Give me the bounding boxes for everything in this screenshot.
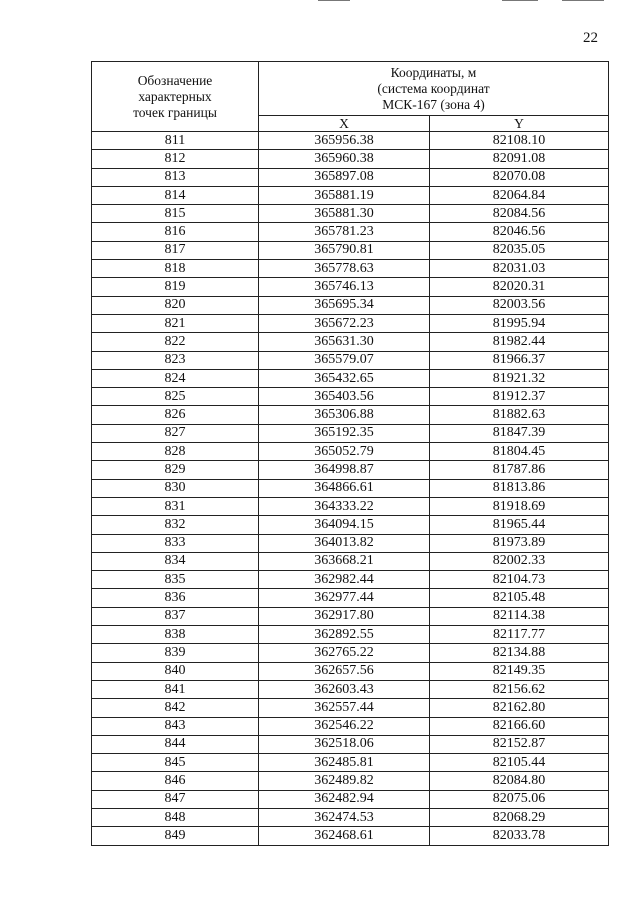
point-id-cell: 847 <box>92 790 259 808</box>
x-coordinate-cell: 365956.38 <box>259 132 430 150</box>
y-coordinate-cell: 82104.73 <box>430 571 609 589</box>
y-coordinate-cell: 81973.89 <box>430 534 609 552</box>
table-row <box>92 772 609 790</box>
table-row <box>92 168 609 186</box>
table-row <box>92 278 609 296</box>
point-id-cell: 814 <box>92 186 259 204</box>
y-coordinate-cell: 82105.44 <box>430 754 609 772</box>
table-row <box>92 699 609 717</box>
point-id-cell: 846 <box>92 772 259 790</box>
y-coordinate-cell: 82068.29 <box>430 808 609 826</box>
point-id-cell: 830 <box>92 479 259 497</box>
x-coordinate-cell: 365746.13 <box>259 278 430 296</box>
table-row <box>92 552 609 570</box>
point-id-cell: 820 <box>92 296 259 314</box>
y-coordinate-cell: 82105.48 <box>430 589 609 607</box>
y-coordinate-cell: 82149.35 <box>430 662 609 680</box>
point-id-cell: 834 <box>92 552 259 570</box>
x-coordinate-cell: 365306.88 <box>259 406 430 424</box>
table-row <box>92 223 609 241</box>
y-coordinate-cell: 82002.33 <box>430 552 609 570</box>
y-coordinate-cell: 81918.69 <box>430 497 609 515</box>
point-id-cell: 840 <box>92 662 259 680</box>
x-coordinate-cell: 365052.79 <box>259 443 430 461</box>
table-row <box>92 260 609 278</box>
y-coordinate-cell: 81847.39 <box>430 424 609 442</box>
table-row <box>92 534 609 552</box>
y-coordinate-cell: 82003.56 <box>430 296 609 314</box>
y-coordinate-cell: 81966.37 <box>430 351 609 369</box>
point-id-cell: 818 <box>92 260 259 278</box>
table-row <box>92 205 609 223</box>
table-row <box>92 626 609 644</box>
table-row <box>92 644 609 662</box>
x-coordinate-cell: 362485.81 <box>259 754 430 772</box>
table-row <box>92 790 609 808</box>
point-id-cell: 829 <box>92 461 259 479</box>
x-coordinate-cell: 365897.08 <box>259 168 430 186</box>
x-coordinate-cell: 362518.06 <box>259 735 430 753</box>
y-coordinate-cell: 82064.84 <box>430 186 609 204</box>
table-row <box>92 571 609 589</box>
point-id-cell: 817 <box>92 241 259 259</box>
x-coordinate-cell: 365672.23 <box>259 314 430 332</box>
point-id-cell: 836 <box>92 589 259 607</box>
y-coordinate-cell: 82166.60 <box>430 717 609 735</box>
y-coordinate-cell: 81787.86 <box>430 461 609 479</box>
table-row <box>92 516 609 534</box>
table-row <box>92 808 609 826</box>
point-id-cell: 827 <box>92 424 259 442</box>
point-id-cell: 813 <box>92 168 259 186</box>
point-id-cell: 821 <box>92 314 259 332</box>
header-x: X <box>259 116 430 132</box>
table-row <box>92 241 609 259</box>
header-y: Y <box>430 116 609 132</box>
y-coordinate-cell: 81995.94 <box>430 314 609 332</box>
scan-artifact-line <box>318 0 350 1</box>
point-id-cell: 848 <box>92 808 259 826</box>
y-coordinate-cell: 81921.32 <box>430 369 609 387</box>
x-coordinate-cell: 362977.44 <box>259 589 430 607</box>
x-coordinate-cell: 365403.56 <box>259 388 430 406</box>
table-row <box>92 735 609 753</box>
point-id-cell: 839 <box>92 644 259 662</box>
point-id-cell: 812 <box>92 150 259 168</box>
x-coordinate-cell: 365778.63 <box>259 260 430 278</box>
x-coordinate-cell: 364094.15 <box>259 516 430 534</box>
point-id-cell: 826 <box>92 406 259 424</box>
y-coordinate-cell: 82046.56 <box>430 223 609 241</box>
table-row <box>92 424 609 442</box>
y-coordinate-cell: 82156.62 <box>430 680 609 698</box>
point-id-cell: 849 <box>92 827 259 845</box>
y-coordinate-cell: 82020.31 <box>430 278 609 296</box>
point-id-cell: 833 <box>92 534 259 552</box>
point-id-cell: 816 <box>92 223 259 241</box>
x-coordinate-cell: 365579.07 <box>259 351 430 369</box>
point-id-cell: 843 <box>92 717 259 735</box>
table-row <box>92 827 609 845</box>
point-id-cell: 825 <box>92 388 259 406</box>
x-coordinate-cell: 365192.35 <box>259 424 430 442</box>
x-coordinate-cell: 362489.82 <box>259 772 430 790</box>
x-coordinate-cell: 362892.55 <box>259 626 430 644</box>
y-coordinate-cell: 82035.05 <box>430 241 609 259</box>
point-id-cell: 824 <box>92 369 259 387</box>
x-coordinate-cell: 365695.34 <box>259 296 430 314</box>
y-coordinate-cell: 82084.80 <box>430 772 609 790</box>
boundary-coordinates-table <box>91 61 609 846</box>
y-coordinate-cell: 81882.63 <box>430 406 609 424</box>
x-coordinate-cell: 365960.38 <box>259 150 430 168</box>
point-id-cell: 832 <box>92 516 259 534</box>
x-coordinate-cell: 362557.44 <box>259 699 430 717</box>
point-id-cell: 819 <box>92 278 259 296</box>
scan-artifact-line <box>562 0 604 1</box>
y-coordinate-cell: 82075.06 <box>430 790 609 808</box>
table-body <box>92 132 609 846</box>
table-row <box>92 754 609 772</box>
table-row <box>92 680 609 698</box>
table-row <box>92 150 609 168</box>
y-coordinate-cell: 82152.87 <box>430 735 609 753</box>
y-coordinate-cell: 82117.77 <box>430 626 609 644</box>
y-coordinate-cell: 82031.03 <box>430 260 609 278</box>
table-row <box>92 351 609 369</box>
table-row <box>92 443 609 461</box>
x-coordinate-cell: 362657.56 <box>259 662 430 680</box>
y-coordinate-cell: 82084.56 <box>430 205 609 223</box>
x-coordinate-cell: 362917.80 <box>259 607 430 625</box>
x-coordinate-cell: 362546.22 <box>259 717 430 735</box>
table-row <box>92 662 609 680</box>
header-point-designation: Обозначение характерных точек границы <box>92 62 259 132</box>
point-id-cell: 815 <box>92 205 259 223</box>
header-coordinates: Координаты, м (система координат МСК-167 (зона 4) <box>259 62 609 116</box>
y-coordinate-cell: 82162.80 <box>430 699 609 717</box>
x-coordinate-cell: 362468.61 <box>259 827 430 845</box>
x-coordinate-cell: 365631.30 <box>259 333 430 351</box>
x-coordinate-cell: 365781.23 <box>259 223 430 241</box>
y-coordinate-cell: 82114.38 <box>430 607 609 625</box>
x-coordinate-cell: 364866.61 <box>259 479 430 497</box>
x-coordinate-cell: 364333.22 <box>259 497 430 515</box>
y-coordinate-cell: 82108.10 <box>430 132 609 150</box>
y-coordinate-cell: 81965.44 <box>430 516 609 534</box>
page-number: 22 <box>583 30 598 46</box>
table-row <box>92 479 609 497</box>
table-row <box>92 497 609 515</box>
point-id-cell: 828 <box>92 443 259 461</box>
point-id-cell: 838 <box>92 626 259 644</box>
table-row <box>92 717 609 735</box>
point-id-cell: 831 <box>92 497 259 515</box>
table-row <box>92 607 609 625</box>
table-row <box>92 296 609 314</box>
point-id-cell: 841 <box>92 680 259 698</box>
x-coordinate-cell: 365432.65 <box>259 369 430 387</box>
point-id-cell: 842 <box>92 699 259 717</box>
point-id-cell: 845 <box>92 754 259 772</box>
table-row <box>92 333 609 351</box>
table-row <box>92 314 609 332</box>
point-id-cell: 844 <box>92 735 259 753</box>
y-coordinate-cell: 81912.37 <box>430 388 609 406</box>
table-row <box>92 406 609 424</box>
table-row <box>92 461 609 479</box>
table-row <box>92 369 609 387</box>
point-id-cell: 837 <box>92 607 259 625</box>
x-coordinate-cell: 362474.53 <box>259 808 430 826</box>
point-id-cell: 822 <box>92 333 259 351</box>
x-coordinate-cell: 365881.19 <box>259 186 430 204</box>
point-id-cell: 823 <box>92 351 259 369</box>
x-coordinate-cell: 362982.44 <box>259 571 430 589</box>
table-row <box>92 186 609 204</box>
x-coordinate-cell: 365790.81 <box>259 241 430 259</box>
x-coordinate-cell: 362765.22 <box>259 644 430 662</box>
y-coordinate-cell: 82033.78 <box>430 827 609 845</box>
table-row <box>92 132 609 150</box>
table-row <box>92 388 609 406</box>
scan-artifact-line <box>502 0 538 1</box>
y-coordinate-cell: 82134.88 <box>430 644 609 662</box>
y-coordinate-cell: 81813.86 <box>430 479 609 497</box>
x-coordinate-cell: 362603.43 <box>259 680 430 698</box>
x-coordinate-cell: 362482.94 <box>259 790 430 808</box>
x-coordinate-cell: 363668.21 <box>259 552 430 570</box>
y-coordinate-cell: 82091.08 <box>430 150 609 168</box>
x-coordinate-cell: 365881.30 <box>259 205 430 223</box>
point-id-cell: 811 <box>92 132 259 150</box>
y-coordinate-cell: 81804.45 <box>430 443 609 461</box>
table-row <box>92 589 609 607</box>
x-coordinate-cell: 364013.82 <box>259 534 430 552</box>
y-coordinate-cell: 82070.08 <box>430 168 609 186</box>
x-coordinate-cell: 364998.87 <box>259 461 430 479</box>
y-coordinate-cell: 81982.44 <box>430 333 609 351</box>
point-id-cell: 835 <box>92 571 259 589</box>
